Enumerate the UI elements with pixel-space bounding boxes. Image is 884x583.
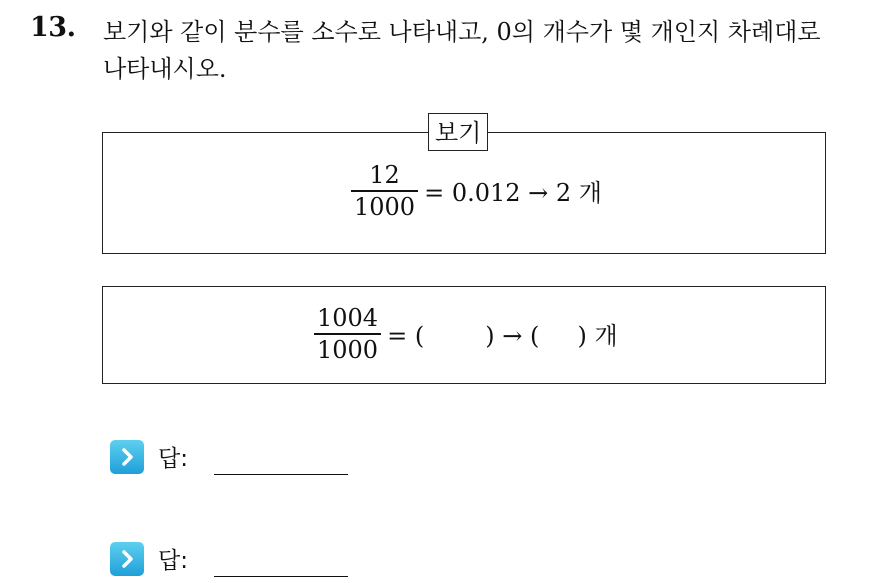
answer-label: 답: [158, 548, 188, 574]
answer-row-2 [110, 540, 348, 577]
example-label: 보기 [428, 113, 488, 151]
problem-fraction [314, 303, 381, 365]
answer-row-1 [110, 438, 348, 475]
question-number: 13. [30, 12, 76, 43]
problem-math [314, 303, 618, 365]
problem-numerator: 1004 [317, 304, 379, 332]
example-numerator: 12 [369, 161, 400, 189]
answer-blank[interactable] [214, 474, 348, 475]
answer-blank[interactable] [214, 576, 348, 577]
example-math [351, 160, 602, 222]
answer-label: 답: [158, 446, 188, 472]
chevron-right-icon [110, 542, 144, 576]
example-result: = 0.012 → 2 개 [424, 179, 602, 208]
problem-result: = ( ) → ( ) 개 [387, 322, 618, 351]
chevron-right-icon [110, 440, 144, 474]
example-denominator: 1000 [354, 192, 416, 221]
problem-denominator: 1000 [317, 335, 379, 364]
question-text: 보기와 같이 분수를 소수로 나타내고, 0의 개수가 몇 개인지 차례대로 나타내시오. [103, 18, 821, 83]
example-fraction [351, 160, 418, 222]
